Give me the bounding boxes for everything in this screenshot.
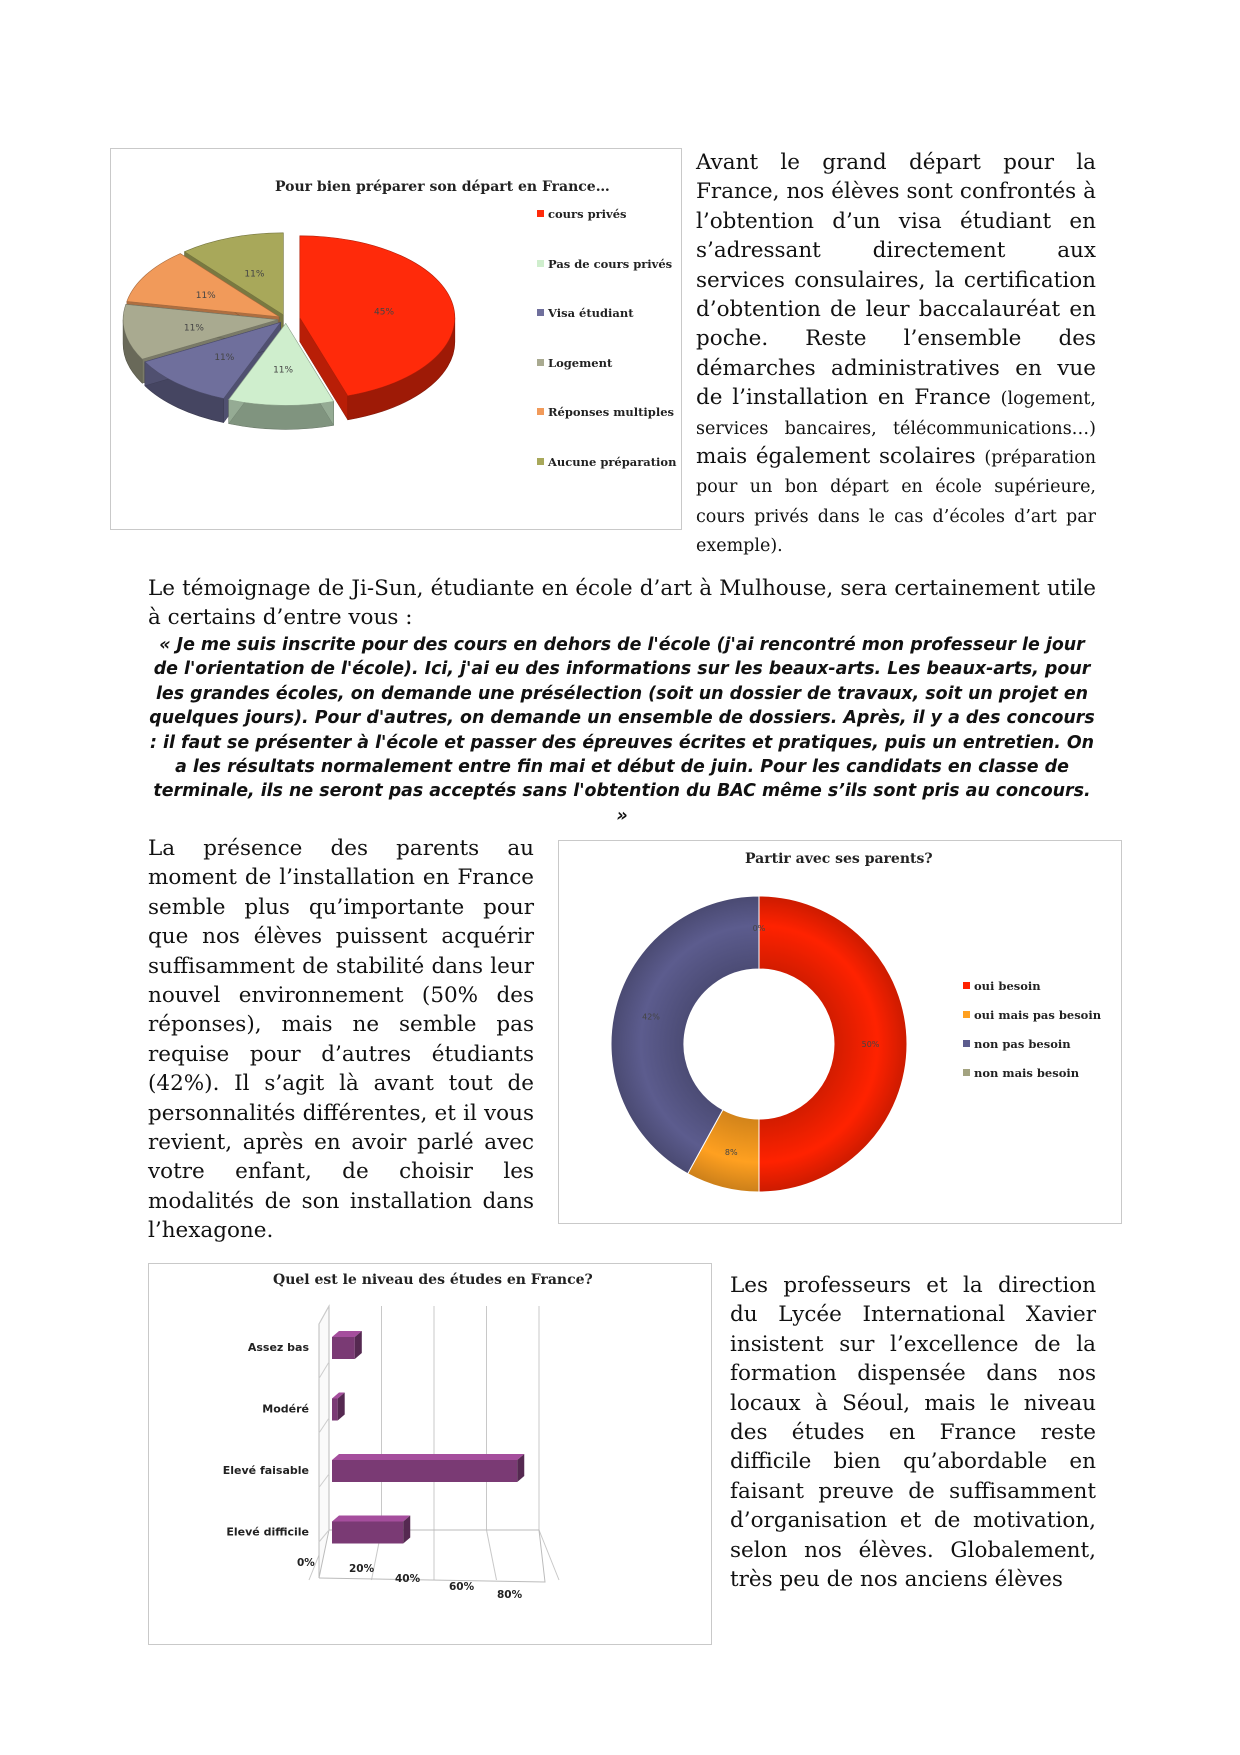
legend-swatch xyxy=(537,408,544,415)
legend-swatch xyxy=(963,1011,970,1018)
pie-chart-preparation xyxy=(111,149,491,529)
legend-label: Pas de cours privés xyxy=(548,256,673,271)
intro-aside-2: (préparation pour un bon départ en école supérieure, cours privés dans le cas d’écoles d’art par exemple). xyxy=(696,448,1096,557)
legend-swatch xyxy=(537,458,544,465)
legend-label: Visa étudiant xyxy=(548,306,634,320)
legend-swatch xyxy=(537,260,544,267)
data-label: 11% xyxy=(183,323,204,334)
data-label: 50% xyxy=(861,1040,880,1049)
legend-label: Réponses multiples xyxy=(548,405,674,419)
floor-gridline xyxy=(487,1530,497,1580)
bar-top xyxy=(332,1516,410,1522)
legend-item xyxy=(537,257,672,271)
parents-paragraph: La présence des parents au moment de l’installation en France semble plus qu’importante pour que nos élèves puissent acquérir suffisamment de stabilité dans leur nouvel environnement (50% des réponses), mais ne semble pas requise pour d’autres étudiants (42%). Il s’agit là avant tout de personnalités différentes, et il vous revient, après en avoir parlé avec votre enfant, de choisir les modalités de son installation dans l’hexagone. xyxy=(148,836,534,1244)
category-label: Modéré xyxy=(262,1402,309,1416)
legend-label: oui besoin xyxy=(974,979,1041,993)
category-label: Elevé faisable xyxy=(222,1464,309,1477)
intro-paragraph xyxy=(696,148,1096,560)
bar xyxy=(332,1522,403,1544)
intro-aside-1: (logement, services bancaires, télécommunications…) xyxy=(696,389,1096,439)
chart-title: Pour bien préparer son départ en France… xyxy=(275,179,610,195)
legend-swatch xyxy=(963,1040,970,1047)
axis-wall xyxy=(319,1306,329,1578)
legend-item xyxy=(537,455,676,469)
x-tick-label: 40% xyxy=(395,1573,421,1585)
data-label: 11% xyxy=(214,353,235,364)
intro-text: Avant le grand départ pour la France, nos élèves sont confrontés à l’obtention d’un visa étudiant en s’adressant directement aux services consulaires, la certification d’obtention de leur baccalauréat en poche. Reste l’ensemble des démarches administratives en vue de l’installation en France xyxy=(696,150,1096,411)
x-tick-label: 0% xyxy=(297,1557,315,1569)
data-label: 11% xyxy=(244,269,265,280)
legend-item xyxy=(963,1008,1101,1022)
intro-text-2: mais également scolaires xyxy=(696,444,976,470)
bar xyxy=(332,1460,517,1482)
category-label: Elevé difficile xyxy=(226,1525,309,1539)
legend-label: Logement xyxy=(548,355,613,370)
data-label: 11% xyxy=(273,365,294,376)
legend-item xyxy=(963,1066,1079,1080)
x-tick-label: 60% xyxy=(449,1581,475,1593)
category-label: Assez bas xyxy=(247,1341,309,1354)
testimony-quote: « Je me suis inscrite pour des cours en dehors de l'école (j'ai rencontré mon professeur le jour de l'orientation de l'école). Ici, j'ai eu des informations sur les beaux-arts. Les beaux-arts, pour les grandes écoles, on demande une présélection (soit un dossier de travaux, soit un projet en quelques jours). Pour d'autres, on demande un ensemble de dossiers. Après, il y a des concours : il faut se présenter à l'école et passer des épreuves écrites et pratiques, puis un entretien. On a les résultats normalement entre fin mai et début de juin. Pour les candidats en classe de terminale, ils ne seront pas acceptés sans l'obtention du BAC même s’ils sont pris au concours. » xyxy=(149,635,1095,826)
bar-chart-study-level xyxy=(149,1264,709,1642)
x-tick-label: 20% xyxy=(349,1563,375,1575)
testimony-intro: Le témoignage de Ji-Sun, étudiante en école d’art à Mulhouse, sera certainement utile à certains d’entre vous : xyxy=(148,576,1096,631)
legend-swatch xyxy=(537,359,544,366)
legend-label: cours privés xyxy=(548,207,627,221)
data-label: 11% xyxy=(195,290,216,301)
bar-top xyxy=(332,1454,524,1460)
data-label: 8% xyxy=(724,1147,738,1157)
legend-swatch xyxy=(537,309,544,316)
legend-swatch xyxy=(963,1069,970,1076)
legend-swatch xyxy=(963,982,970,989)
data-label: 42% xyxy=(642,1012,660,1022)
legend-item xyxy=(537,356,612,370)
legend-label: non mais besoin xyxy=(974,1066,1080,1080)
legend-swatch xyxy=(537,210,544,217)
donut-chart-parents xyxy=(609,871,929,1211)
legend-label: Aucune préparation xyxy=(548,454,677,469)
bar xyxy=(332,1337,355,1359)
x-tick-label: 80% xyxy=(497,1589,523,1601)
bar xyxy=(332,1399,338,1421)
chart-study-level xyxy=(148,1263,712,1645)
legend-label: non pas besoin xyxy=(974,1037,1071,1051)
chart-title: Quel est le niveau des études en France? xyxy=(273,1272,593,1288)
legend-item xyxy=(963,1037,1071,1051)
data-label: 45% xyxy=(374,307,395,318)
study-level-paragraph: Les professeurs et la direction du Lycée International Xavier insistent sur l’excellence de la formation dispensée dans nos locaux à Séoul, mais le niveau des études en France reste difficile bien qu’abordable en faisant preuve de suffisamment d’organisation et de motivation, selon nos élèves. Globalement, très peu de nos anciens élèves xyxy=(730,1273,1096,1593)
chart-parents xyxy=(558,840,1122,1224)
legend-item xyxy=(537,306,634,320)
legend-item xyxy=(537,405,674,419)
legend-label: oui mais pas besoin xyxy=(974,1008,1102,1022)
legend-item xyxy=(537,207,627,221)
data-label: 0% xyxy=(752,924,766,933)
chart-preparation xyxy=(110,148,682,530)
legend-item xyxy=(963,979,1041,993)
donut-slice xyxy=(759,896,907,1192)
chart-title: Partir avec ses parents? xyxy=(745,851,933,867)
